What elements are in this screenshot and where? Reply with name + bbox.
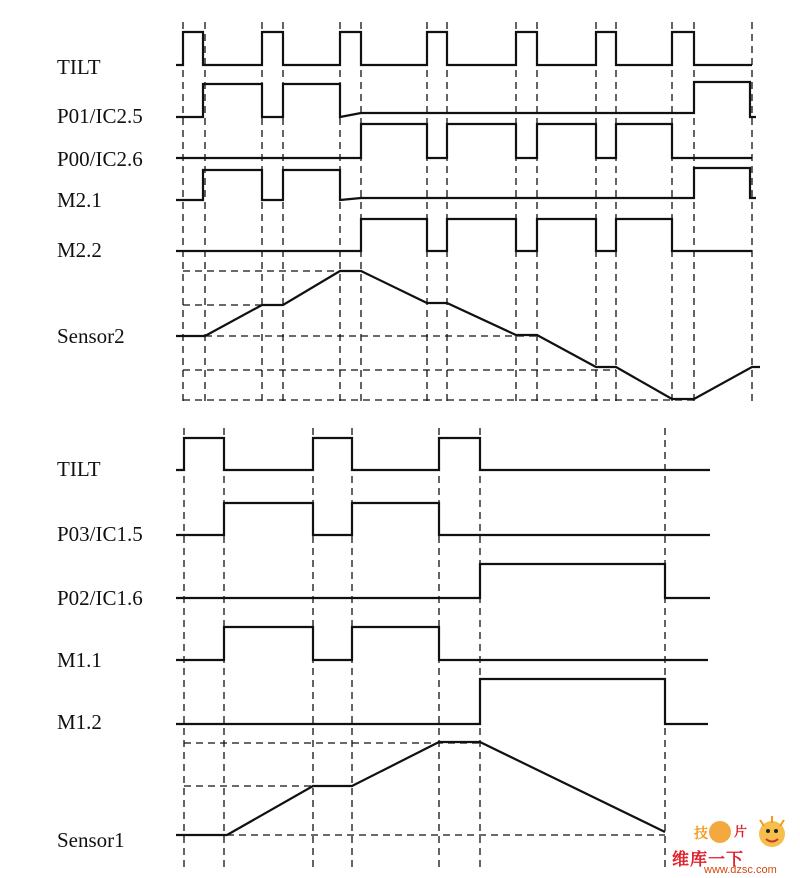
top-label-sensor2: Sensor2 — [57, 324, 125, 348]
watermark-text: 维库一下 — [672, 850, 744, 870]
top-label-m2-2: M2.2 — [57, 238, 102, 262]
bottom-label-m1-1: M1.1 — [57, 648, 102, 672]
bottom-label-p03-ic1-5: P03/IC1.5 — [57, 522, 143, 546]
bottom-tilt-trace — [176, 438, 710, 470]
top-m21-trace — [176, 168, 756, 200]
top-m22-trace — [176, 219, 752, 251]
top-p00-trace — [176, 124, 752, 158]
waveform-traces — [176, 32, 760, 835]
top-p01-trace — [176, 82, 756, 117]
top-label-tilt: TILT — [57, 55, 101, 79]
top-label-p00-ic2-6: P00/IC2.6 — [57, 147, 143, 171]
bottom-m11-trace — [176, 627, 708, 660]
svg-text:片: 片 — [734, 825, 748, 840]
top-tilt-trace — [176, 32, 752, 65]
svg-text:技: 技 — [694, 826, 708, 842]
top-label-p01-ic2-5: P01/IC2.5 — [57, 104, 143, 128]
bottom-label-tilt: TILT — [57, 457, 101, 481]
bottom-label-m1-2: M1.2 — [57, 710, 102, 734]
bottom-p02-trace — [176, 564, 710, 598]
bottom-label-p02-ic1-6: P02/IC1.6 — [57, 586, 143, 610]
bottom-p03-trace — [176, 503, 710, 535]
bottom-m12-trace — [176, 679, 708, 724]
bottom-label-sensor1: Sensor1 — [57, 828, 125, 852]
top-label-m2-1: M2.1 — [57, 188, 102, 212]
bottom-sensor1-trace — [176, 742, 665, 835]
watermark-url: www.dzsc.com — [704, 864, 777, 876]
